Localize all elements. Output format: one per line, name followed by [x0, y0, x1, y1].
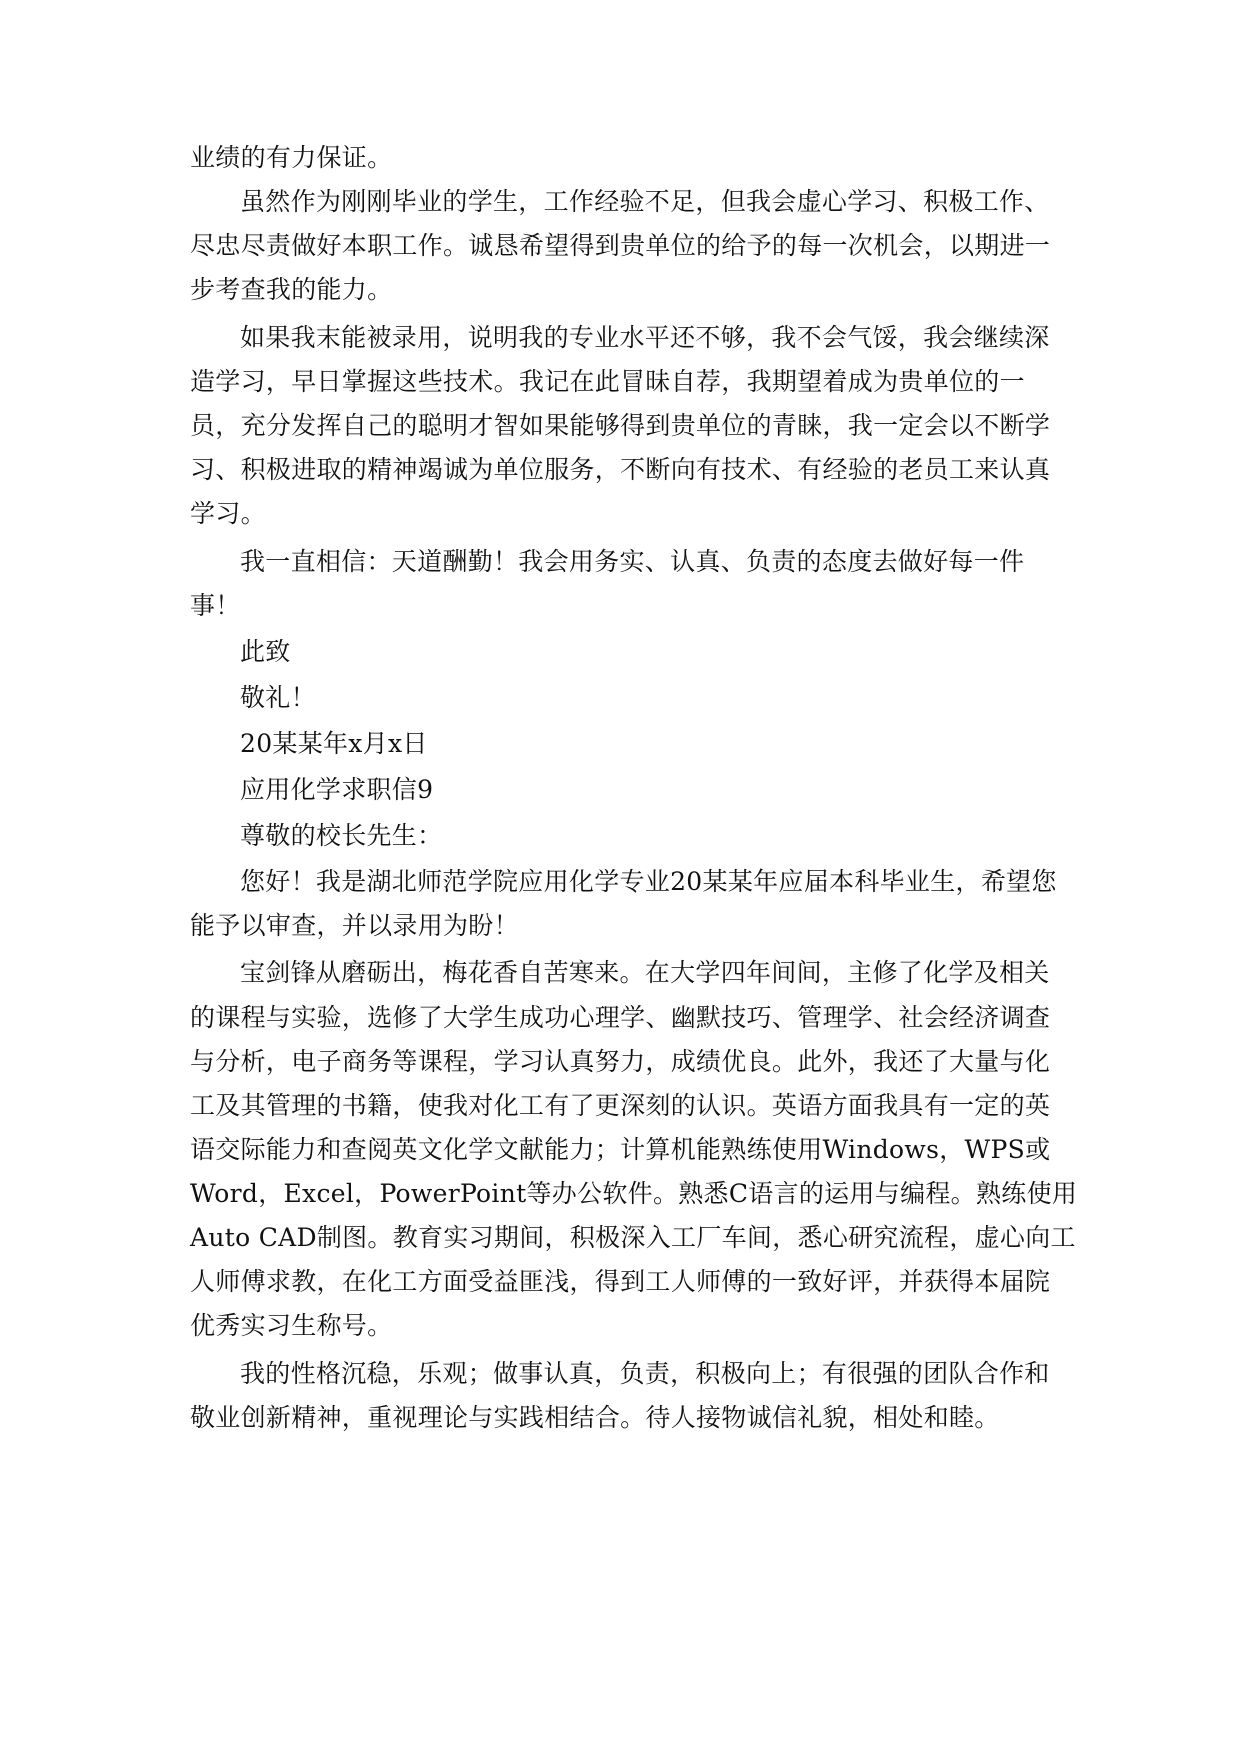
text-line: 敬礼！	[240, 683, 316, 712]
text-line: 优秀实习生称号。	[190, 1311, 393, 1340]
text-line: 如果我末能被录用，说明我的专业水平还不够，我不会气馁，我会继续深	[240, 323, 1050, 352]
text-line: 业绩的有力保证。	[190, 143, 393, 172]
text-line: 我一直相信：天道酬勤！我会用务实、认真、负责的态度去做好每一件	[240, 547, 1025, 576]
text-line: 20某某年x月x日	[240, 729, 428, 758]
text-line: 语交际能力和查阅英文化学文献能力；计算机能熟练使用Windows，WPS或	[190, 1135, 1051, 1164]
text-line: 应用化学求职信9	[240, 775, 434, 804]
text-line: 尽忠尽责做好本职工作。诚恳希望得到贵单位的给予的每一次机会，以期进一	[190, 231, 1051, 260]
text-line: 与分析，电子商务等课程，学习认真努力，成绩优良。此外，我还了大量与化	[190, 1047, 1051, 1076]
text-line: 虽然作为刚刚毕业的学生，工作经验不足，但我会虚心学习、积极工作、	[240, 187, 1050, 216]
text-line: 造学习，早日掌握这些技术。我记在此冒昧自荐，我期望着成为贵单位的一	[190, 367, 1025, 396]
text-line: 人师傅求教，在化工方面受益匪浅，得到工人师傅的一致好评，并获得本届院	[190, 1267, 1051, 1296]
text-line: 宝剑锋从磨砺出，梅花香自苦寒来。在大学四年间间，主修了化学及相关	[240, 958, 1050, 987]
text-line: 员，充分发挥自己的聪明才智如果能够得到贵单位的青睐，我一定会以不断学	[190, 411, 1051, 440]
text-line: 步考查我的能力。	[190, 275, 393, 304]
text-line: Auto CAD制图。教育实习期间，积极深入工厂车间，悉心研究流程，虚心向工	[190, 1223, 1076, 1252]
text-line: 您好！我是湖北师范学院应用化学专业20某某年应届本科毕业生，希望您	[240, 867, 1057, 896]
text-line: 尊敬的校长先生：	[240, 821, 443, 850]
text-line: 敬业创新精神，重视理论与实践相结合。待人接物诚信礼貌，相处和睦。	[190, 1403, 1000, 1432]
text-line: 工及其管理的书籍，使我对化工有了更深刻的认识。英语方面我具有一定的英	[190, 1091, 1051, 1120]
text-line: 我的性格沉稳，乐观；做事认真，负责，积极向上；有很强的团队合作和	[240, 1359, 1050, 1388]
text-line: 习、积极进取的精神竭诚为单位服务，不断向有技术、有经验的老员工来认真	[190, 455, 1051, 484]
text-line: 学习。	[190, 499, 266, 528]
text-line: Word，Excel，PowerPoint等办公软件。熟悉C语言的运用与编程。熟练使用	[190, 1179, 1078, 1208]
text-line: 的课程与实验，选修了大学生成功心理学、幽默技巧、管理学、社会经济调查	[190, 1003, 1051, 1032]
text-line: 能予以审查，并以录用为盼！	[190, 911, 519, 940]
text-line: 此致	[240, 637, 291, 666]
text-line: 事！	[190, 591, 241, 620]
